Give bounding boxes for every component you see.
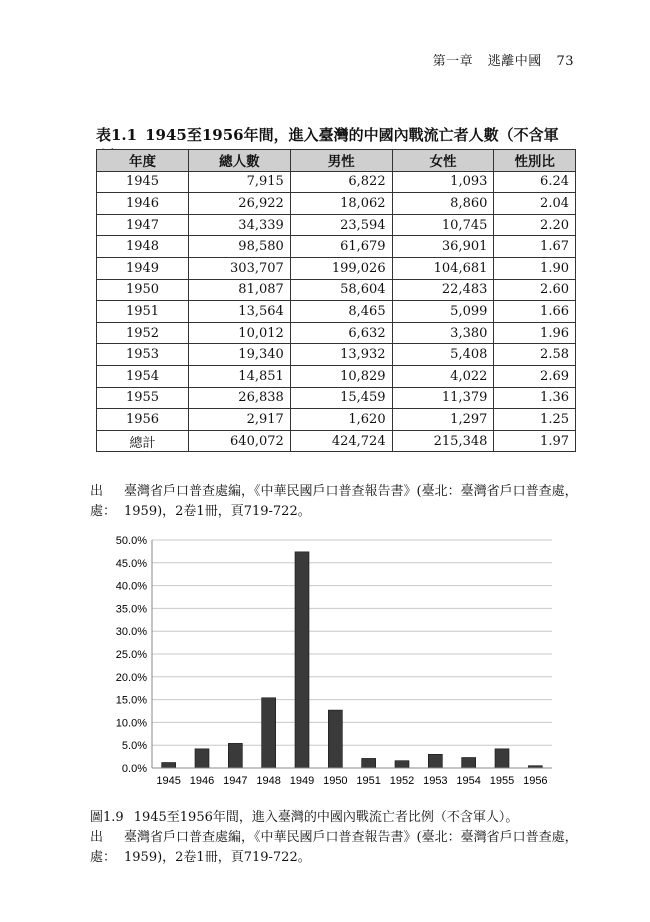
x-axis-ticks xyxy=(156,775,547,787)
value-cell: 6.24 xyxy=(494,171,576,193)
source-label: 出處： xyxy=(90,484,117,519)
chapter-label: 第一章 xyxy=(432,54,474,69)
value-cell: 2,917 xyxy=(189,409,291,431)
value-cell: 104,681 xyxy=(392,257,494,279)
value-cell: 2.04 xyxy=(494,193,576,215)
value-cell: 303,707 xyxy=(189,257,291,279)
table-row xyxy=(97,430,576,452)
figure-label: 圖1.9 xyxy=(90,810,124,825)
x-tick-label: 1952 xyxy=(389,775,415,787)
y-tick-label: 25.0% xyxy=(115,649,147,661)
value-cell: 1.25 xyxy=(494,409,576,431)
value-cell: 81,087 xyxy=(189,279,291,301)
value-cell: 1.97 xyxy=(494,430,576,452)
x-tick-label: 1951 xyxy=(356,775,381,787)
year-cell: 1946 xyxy=(97,193,189,215)
table-row xyxy=(97,387,576,409)
table-row xyxy=(97,409,576,431)
table-row xyxy=(97,279,576,301)
y-tick-label: 45.0% xyxy=(115,557,147,570)
value-cell: 22,483 xyxy=(392,279,494,301)
y-tick-label: 40.0% xyxy=(115,580,147,593)
value-cell: 1.66 xyxy=(494,301,576,323)
x-tick-label: 1953 xyxy=(423,775,448,787)
y-tick-label: 35.0% xyxy=(115,603,147,616)
y-tick-label: 0.0% xyxy=(121,763,147,775)
value-cell: 4,022 xyxy=(392,365,494,387)
table-title: 1945至1956年間，進入臺灣的中國內戰流亡者人數（不含軍 xyxy=(145,126,559,144)
year-cell: 總計 xyxy=(97,430,189,452)
year-cell: 1956 xyxy=(97,409,189,431)
table-row xyxy=(97,257,576,279)
value-cell: 23,594 xyxy=(290,214,392,236)
value-cell: 34,339 xyxy=(189,214,291,236)
figure-caption xyxy=(90,806,528,825)
column-header: 性別比 xyxy=(494,150,576,172)
bar-1949 xyxy=(295,552,309,768)
table-row xyxy=(97,344,576,366)
column-header: 總人數 xyxy=(189,150,291,172)
table-header-row xyxy=(97,150,576,172)
value-cell: 2.60 xyxy=(494,279,576,301)
table-row xyxy=(97,301,576,323)
bar-1954 xyxy=(462,758,476,768)
value-cell: 6,822 xyxy=(290,171,392,193)
value-cell: 199,026 xyxy=(290,257,392,279)
x-tick-label: 1949 xyxy=(289,775,315,787)
bar-1951 xyxy=(362,758,376,768)
value-cell: 36,901 xyxy=(392,236,494,258)
bar-1950 xyxy=(328,710,342,768)
value-cell: 1.67 xyxy=(494,236,576,258)
year-cell: 1947 xyxy=(97,214,189,236)
value-cell: 7,915 xyxy=(189,171,291,193)
table-body xyxy=(97,171,576,452)
bar-1953 xyxy=(428,754,442,768)
y-tick-label: 50.0% xyxy=(115,535,147,547)
value-cell: 13,932 xyxy=(290,344,392,366)
value-cell: 6,632 xyxy=(290,322,392,344)
value-cell: 2.69 xyxy=(494,365,576,387)
figure-caption-text: 1945至1956年間，進入臺灣的中國內戰流亡者比例（不含軍人）。 xyxy=(133,810,519,825)
source-text: 臺灣省戶口普查處編，《中華民國戶口普查報告書》(臺北：臺灣省戶口普查處，1959)，2卷1冊，頁719-722。 xyxy=(124,830,578,865)
year-cell: 1950 xyxy=(97,279,189,301)
value-cell: 11,379 xyxy=(392,387,494,409)
running-head xyxy=(423,50,574,69)
year-cell: 1954 xyxy=(97,365,189,387)
bar-1955 xyxy=(495,749,509,768)
bar-1947 xyxy=(228,743,242,768)
table-row xyxy=(97,236,576,258)
x-tick-label: 1950 xyxy=(323,775,348,787)
value-cell: 1,297 xyxy=(392,409,494,431)
table-row xyxy=(97,171,576,193)
table-label: 表1.1 xyxy=(96,126,138,144)
value-cell: 5,408 xyxy=(392,344,494,366)
value-cell: 1.96 xyxy=(494,322,576,344)
bar-1945 xyxy=(162,763,176,768)
value-cell: 1,620 xyxy=(290,409,392,431)
table-row xyxy=(97,322,576,344)
value-cell: 5,099 xyxy=(392,301,494,323)
y-tick-label: 10.0% xyxy=(115,717,147,730)
value-cell: 3,380 xyxy=(392,322,494,344)
year-cell: 1951 xyxy=(97,301,189,323)
value-cell: 8,860 xyxy=(392,193,494,215)
value-cell: 1.90 xyxy=(494,257,576,279)
year-cell: 1945 xyxy=(97,171,189,193)
value-cell: 8,465 xyxy=(290,301,392,323)
y-tick-label: 20.0% xyxy=(115,671,147,684)
x-tick-label: 1955 xyxy=(489,775,515,787)
value-cell: 1,093 xyxy=(392,171,494,193)
table-source xyxy=(90,482,590,522)
bar-1946 xyxy=(195,749,209,768)
value-cell: 640,072 xyxy=(189,430,291,452)
table-row xyxy=(97,365,576,387)
column-header: 女性 xyxy=(392,150,494,172)
gridlines xyxy=(152,540,552,745)
value-cell: 13,564 xyxy=(189,301,291,323)
source-label: 出處： xyxy=(90,830,117,865)
value-cell: 10,012 xyxy=(189,322,291,344)
x-tick-label: 1947 xyxy=(223,775,248,787)
column-header: 年度 xyxy=(97,150,189,172)
y-axis-ticks xyxy=(116,535,147,775)
value-cell: 15,459 xyxy=(290,387,392,409)
value-cell: 61,679 xyxy=(290,236,392,258)
value-cell: 18,062 xyxy=(290,193,392,215)
value-cell: 215,348 xyxy=(392,430,494,452)
page-number: 73 xyxy=(556,54,574,69)
source-text: 臺灣省戶口普查處編，《中華民國戶口普查報告書》(臺北：臺灣省戶口普查處，1959)，2卷1冊，頁719-722。 xyxy=(124,484,578,519)
value-cell: 58,604 xyxy=(290,279,392,301)
year-cell: 1948 xyxy=(97,236,189,258)
bars xyxy=(162,552,543,768)
year-cell: 1953 xyxy=(97,344,189,366)
bar-1948 xyxy=(262,698,276,768)
value-cell: 2.58 xyxy=(494,344,576,366)
x-tick-label: 1954 xyxy=(456,775,481,787)
value-cell: 26,838 xyxy=(189,387,291,409)
value-cell: 10,829 xyxy=(290,365,392,387)
value-cell: 26,922 xyxy=(189,193,291,215)
value-cell: 19,340 xyxy=(189,344,291,366)
value-cell: 424,724 xyxy=(290,430,392,452)
value-cell: 2.20 xyxy=(494,214,576,236)
x-tick-label: 1945 xyxy=(156,775,181,787)
value-cell: 98,580 xyxy=(189,236,291,258)
y-tick-label: 5.0% xyxy=(121,740,147,753)
year-cell: 1952 xyxy=(97,322,189,344)
x-tick-label: 1946 xyxy=(189,775,215,787)
chapter-title: 逃離中國 xyxy=(487,54,542,69)
table-row xyxy=(97,214,576,236)
table-row xyxy=(97,193,576,215)
x-tick-label: 1956 xyxy=(523,775,548,787)
value-cell: 1.36 xyxy=(494,387,576,409)
value-cell: 14,851 xyxy=(189,365,291,387)
value-cell: 10,745 xyxy=(392,214,494,236)
year-cell: 1955 xyxy=(97,387,189,409)
column-header: 男性 xyxy=(290,150,392,172)
y-tick-label: 15.0% xyxy=(115,694,147,707)
x-tick-label: 1948 xyxy=(256,775,281,787)
y-tick-label: 30.0% xyxy=(115,626,147,639)
bar-1952 xyxy=(395,761,409,768)
year-cell: 1949 xyxy=(97,257,189,279)
figure-source xyxy=(90,828,590,868)
bar-chart xyxy=(100,528,560,790)
refugee-table xyxy=(96,149,576,452)
